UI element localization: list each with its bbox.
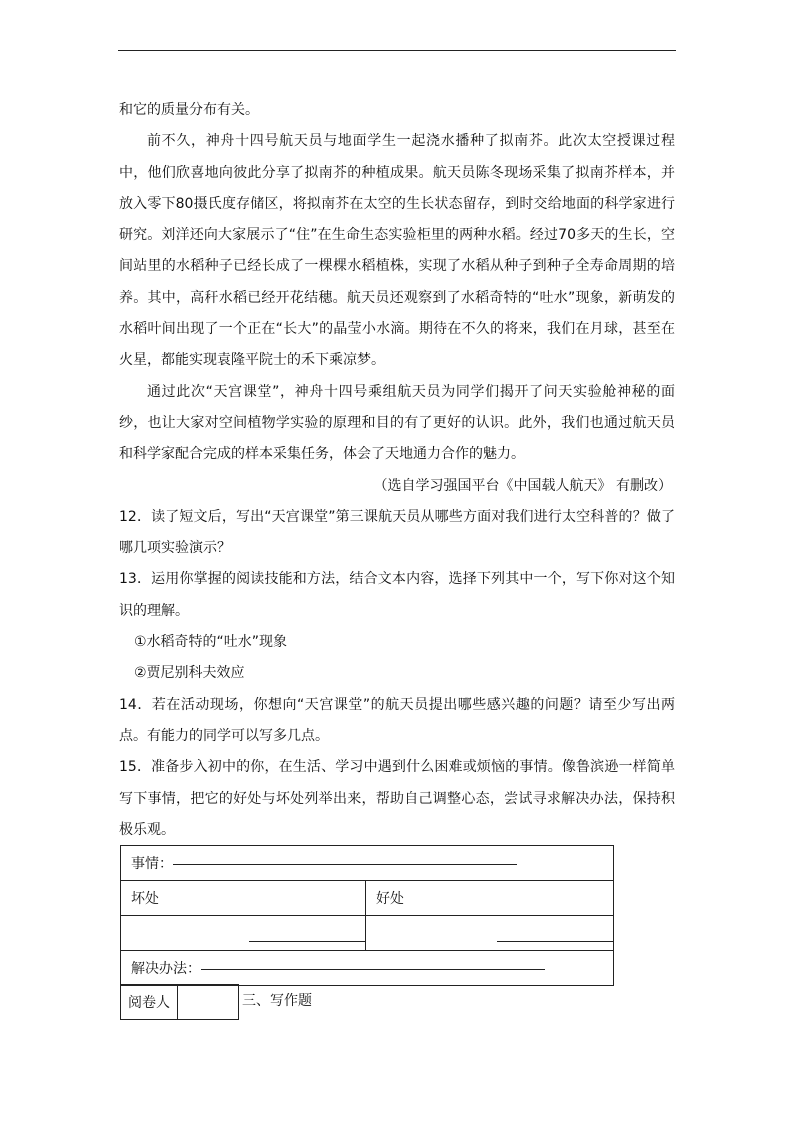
reader-score-box [120,984,239,1020]
question-15: 15．准备步入初中的你，在生活、学习中遇到什么困难或烦恼的事情。像鲁滨逊一样简单写下事情，把它的好处与坏处列举出来，帮助自己调整心态，尝试寻求解决办法，保持积极乐观。 [119,759,675,838]
good-answer-cell[interactable] [366,916,614,951]
question-12: 12．读了短文后，写出“天宫课堂”第三课航天员从哪些方面对我们进行太空科普的？做了哪几项实验演示？ [119,508,675,557]
reader-score-cell[interactable] [178,985,239,1020]
section-title: 三、写作题 [242,993,312,1009]
document-body [119,95,675,846]
bad-header: 坏处 [121,881,366,916]
question-13-option-1: ①水稻奇特的“吐水”现象 [134,634,288,651]
solution-row [121,951,614,986]
bad-answer-cell[interactable] [121,916,366,951]
event-blank[interactable] [173,864,517,865]
good-header: 好处 [366,881,614,916]
paragraph-rice-plants: 前不久，神舟十四号航天员与地面学生一起浇水播种了拟南芥。此次太空授课过程中，他们欣喜地向彼此分享了拟南芥的种植成果。航天员陈冬现场采集了拟南芥样本，并放入零下80摄氏度存储区，将拟南芥在太空的生长状态留存，到时交给地面的科学家进行研究。刘洋还向大家展示了“住”在生命生态实验柜里的两种水稻。经过70多天的生长，空间站里的水稻种子已经长成了一棵棵水稻植株，实现了水稻从种子到种子全寿命周期的培养。其中，高秆水稻已经开花结穗。航天员还观察到了水稻奇特的“吐水”现象，新萌发的水稻叶间出现了一个正在“长大”的晶莹小水滴。期待在不久的将来，我们在月球，甚至在火星，都能实现袁隆平院士的禾下乘凉梦。 [119,133,675,369]
answer-table [120,845,614,986]
source-citation: （选自学习强国平台《中国载人航天》 有删改） [373,477,672,494]
bad-answer-blank[interactable] [249,941,365,942]
paragraph-continuation: 和它的质量分布有关。 [119,102,259,118]
good-answer-blank[interactable] [497,941,613,942]
reader-label: 阅卷人 [121,985,178,1020]
paragraph-summary: 通过此次“天宫课堂”，神舟十四号乘组航天员为同学们揭开了问天实验舱神秘的面纱，也让大家对空间植物学实验的原理和目的有了更好的认识。此外，我们也通过航天员和科学家配合完成的样本采集任务，体会了天地通力合作的魅力。 [119,383,675,463]
question-13: 13．运用你掌握的阅读技能和方法，结合文本内容，选择下列其中一个，写下你对这个知识的理解。 [119,571,675,619]
question-14: 14．若在活动现场，你想向“天宫课堂”的航天员提出哪些感兴趣的问题？请至少写出两点。有能力的同学可以写多几点。 [119,696,675,744]
event-row [121,846,614,881]
header-rule [118,50,676,51]
solution-blank[interactable] [201,969,545,970]
solution-label: 解决办法： [131,961,201,977]
event-label: 事情： [131,856,173,872]
question-13-option-2: ②贾尼别科夫效应 [134,665,245,682]
